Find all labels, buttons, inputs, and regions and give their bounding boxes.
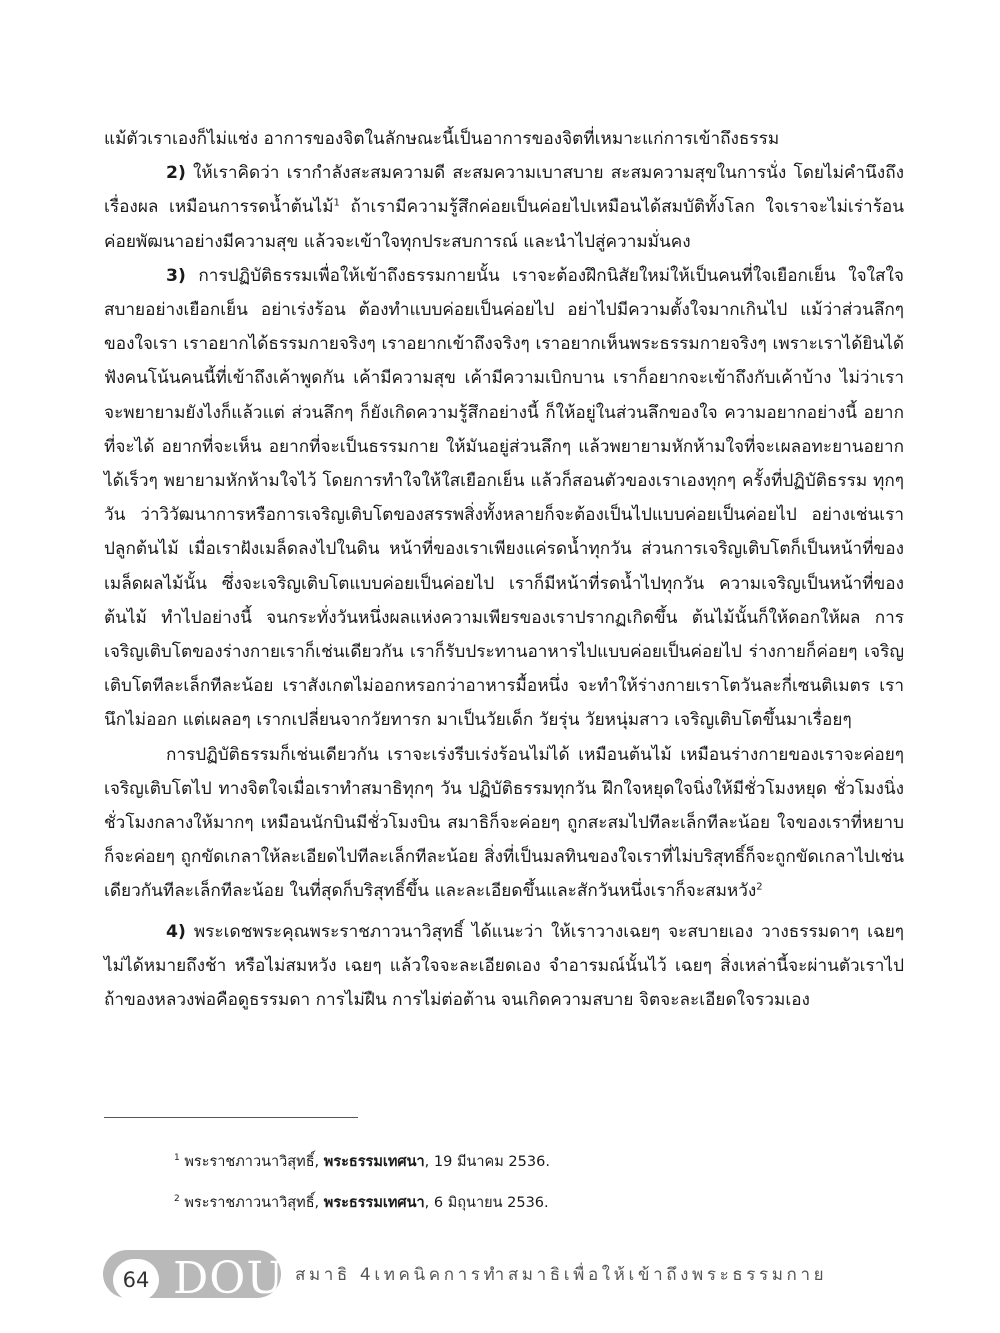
footnote-2	[174, 1193, 549, 1213]
page-number: 64	[113, 1259, 159, 1301]
point-number: 2)	[166, 163, 186, 184]
paragraph-practice	[104, 738, 904, 909]
footnote-author: พระราชภาวนาวิสุทธิ์,	[184, 1154, 324, 1170]
point-number: 4)	[166, 921, 186, 942]
footnote-number: 2	[174, 1194, 180, 1205]
point-number: 3)	[166, 265, 186, 286]
paragraph-text: พระเดชพระคุณพระราชภาวนาวิสุทธิ์ ได้แนะว่า ให้เราวางเฉยๆ จะสบายเอง วางธรรมดาๆ เฉยๆ ไม่ได้หมายถึงช้า หรือไม่สมหวัง เฉยๆ แล้วใจจะละเอียดเอง จำอารมณ์นั้นไว้ เฉยๆ สิ่งเหล่านี้จะผ่านตัวเราไป ถ้าของหลวงพ่อคือดูธรรมดา การไม่ฝืน การไม่ต่อต้าน จนเกิดความสบาย จิตจะละเอียดใจรวมเอง	[104, 921, 904, 1011]
footnote-number: 1	[174, 1153, 180, 1164]
footnote-divider	[104, 1117, 358, 1118]
footnote-ref-1: 1	[333, 197, 340, 209]
paragraph-text: ให้เราคิดว่า เรากำลังสะสมความดี สะสมความเบาสบาย สะสมความสุขในการนั่ง โดยไม่คำนึงถึงเรื่องผล เหมือนการรดน้ำต้นไม้	[104, 163, 904, 218]
footnote-title: พระธรรมเทศนา	[323, 1195, 425, 1211]
paragraph-text: การปฏิบัติธรรมเพื่อให้เข้าถึงธรรมกายนั้น เราจะต้องฝึกนิสัยใหม่ให้เป็นคนที่ใจเยือกเย็น ใจใสใจสบายอย่างเยือกเย็น อย่าเร่งร้อน ต้องทำแบบค่อยเป็นค่อยไป อย่าไปมีความตั้งใจมากเกินไป แม้ว่าส่วนลึกๆ ของใจเรา เราอยากได้ธรรมกายจริงๆ เราอยากเข้าถึงจริงๆ เราอยากเห็นพระธรรมกายจริงๆ เพราะเราได้ยินได้ฟังคนโน้นคนนี้ที่เข้าถึงเค้าพูดกัน เค้ามีความสุข เค้ามีความเบิกบาน เราก็อยากจะเข้าถึงกับเค้าบ้าง ไม่ว่าเราจะพยายามยังไงก็แล้วแต่ ส่วนลึกๆ ก็ยังเกิดความรู้สึกอย่างนี้ ก็ให้อยู่ในส่วนลึกของใจ ความอยากอย่างนี้ อยากที่จะได้ อยากที่จะเห็น อยากที่จะเป็นธรรมกาย ให้มันอยู่ส่วนลึกๆ แล้วพยายามหักห้ามใจที่จะเผลอทะยานอยากได้เร็วๆ พยายามหักห้ามใจไว้ โดยการทำใจให้ใสเยือกเย็น แล้วก็สอนตัวของเราเองทุกๆ ครั้งที่ปฏิบัติธรรม ทุกๆ วัน ว่าวิวัฒนาการหรือการเจริญเติบโตของสรรพสิ่งทั้งหลายก็จะต้องเป็นไปแบบค่อยเป็นค่อยไป อย่างเช่นเราปลูกต้นไม้ เมื่อเราฝังเมล็ดลงไปในดิน หน้าที่ของเราเพียงแค่รดน้ำทุกวัน ส่วนการเจริญเติบโตก็เป็นหน้าที่ของเมล็ดผลไม้นั้น ซึ่งจะเจริญเติบโตแบบค่อยเป็นค่อยไป เราก็มีหน้าที่รดน้ำไปทุกวัน ความเจริญเป็นหน้าที่ของต้นไม้ ทำไปอย่างนี้ จนกระทั่งวันหนึ่งผลแห่งความเพียรของเราปรากฏเกิดขึ้น ต้นไม้นั้นก็ให้ดอกให้ผล การเจริญเติบโตของร่างกายเราก็เช่นเดียวกัน เราก็รับประทานอาหารไปแบบค่อยเป็นค่อยไป ร่างกายก็ค่อยๆ เจริญเติบโตทีละเล็กทีละน้อย เราสังเกตไม่ออกหรอกว่าอาหารมื้อหนึ่ง จะทำให้ร่างกายเราโตวันละกี่เซนติเมตร เรานึกไม่ออก แต่เผลอๆ เรากเปลี่ยนจากวัยทารก มาเป็นวัยเด็ก วัยรุ่น วัยหนุ่มสาว เจริญเติบโตขึ้นมาเรื่อยๆ	[104, 265, 904, 731]
paragraph-point-4	[104, 915, 904, 1018]
paragraph-text: การปฏิบัติธรรมก็เช่นเดียวกัน เราจะเร่งรีบเร่งร้อนไม่ได้ เหมือนต้นไม้ เหมือนร่างกายของเราจะค่อยๆ เจริญเติบโตไป ทางจิตใจเมื่อเราทำสมาธิทุกๆ วัน ปฏิบัติธรรมทุกวัน ฝึกใจหยุดใจนิ่งให้มีชั่วโมงหยุด ชั่วโมงนิ่ง ชั่วโมงกลางให้มากๆ เหมือนนักบินมีชั่วโมงบิน สมาธิก็จะค่อยๆ ถูกสะสมไปทีละเล็กทีละน้อย ใจของเราที่หยาบก็จะค่อยๆ ถูกขัดเกลาให้ละเอียดไปทีละเล็กทีละน้อย สิ่งที่เป็นมลทินของใจเราที่ไม่บริสุทธิ์ก็จะถูกขัดเกลาไปเช่นเดียวกันทีละเล็กทีละน้อย ในที่สุดก็บริสุทธิ์ขึ้น และละเอียดขึ้นและสักวันหนึ่งเราก็จะสมหวัง	[104, 744, 904, 902]
footnote-1	[174, 1152, 550, 1172]
book-title: สมาธิ 4เทคนิคการทำสมาธิเพื่อให้เข้าถึงพระธรรมกาย	[295, 1265, 828, 1285]
paragraph-continued: แม้ตัวเราเองก็ไม่แช่ง อาการของจิตในลักษณะนี้เป็นอาการของจิตที่เหมาะแก่การเข้าถึงธรรม	[104, 129, 780, 149]
paragraph-point-3	[104, 259, 904, 738]
footnote-date: , 19 มีนาคม 2536.	[424, 1154, 550, 1170]
paragraph-point-2	[104, 156, 904, 259]
paragraph-text: ถ้าเรามีความรู้สึกค่อยเป็นค่อยไปเหมือนได้สมบัติทั้งโลก ใจเราจะไม่เร่าร้อน ค่อยพัฒนาอย่างมีความสุข แล้วจะเข้าใจทุกประสบการณ์ และนำไปสู่ความมั่นคง	[104, 197, 904, 252]
footnote-author: พระราชภาวนาวิสุทธิ์,	[184, 1195, 324, 1211]
dou-logo: DOU	[173, 1253, 285, 1304]
footnote-date: , 6 มิถุนายน 2536.	[424, 1195, 549, 1211]
page-footer	[103, 1244, 903, 1302]
body-text	[104, 122, 904, 1017]
footnote-title: พระธรรมเทศนา	[323, 1154, 425, 1170]
footnote-ref-2: 2	[756, 881, 763, 893]
footer-badge	[103, 1250, 285, 1304]
